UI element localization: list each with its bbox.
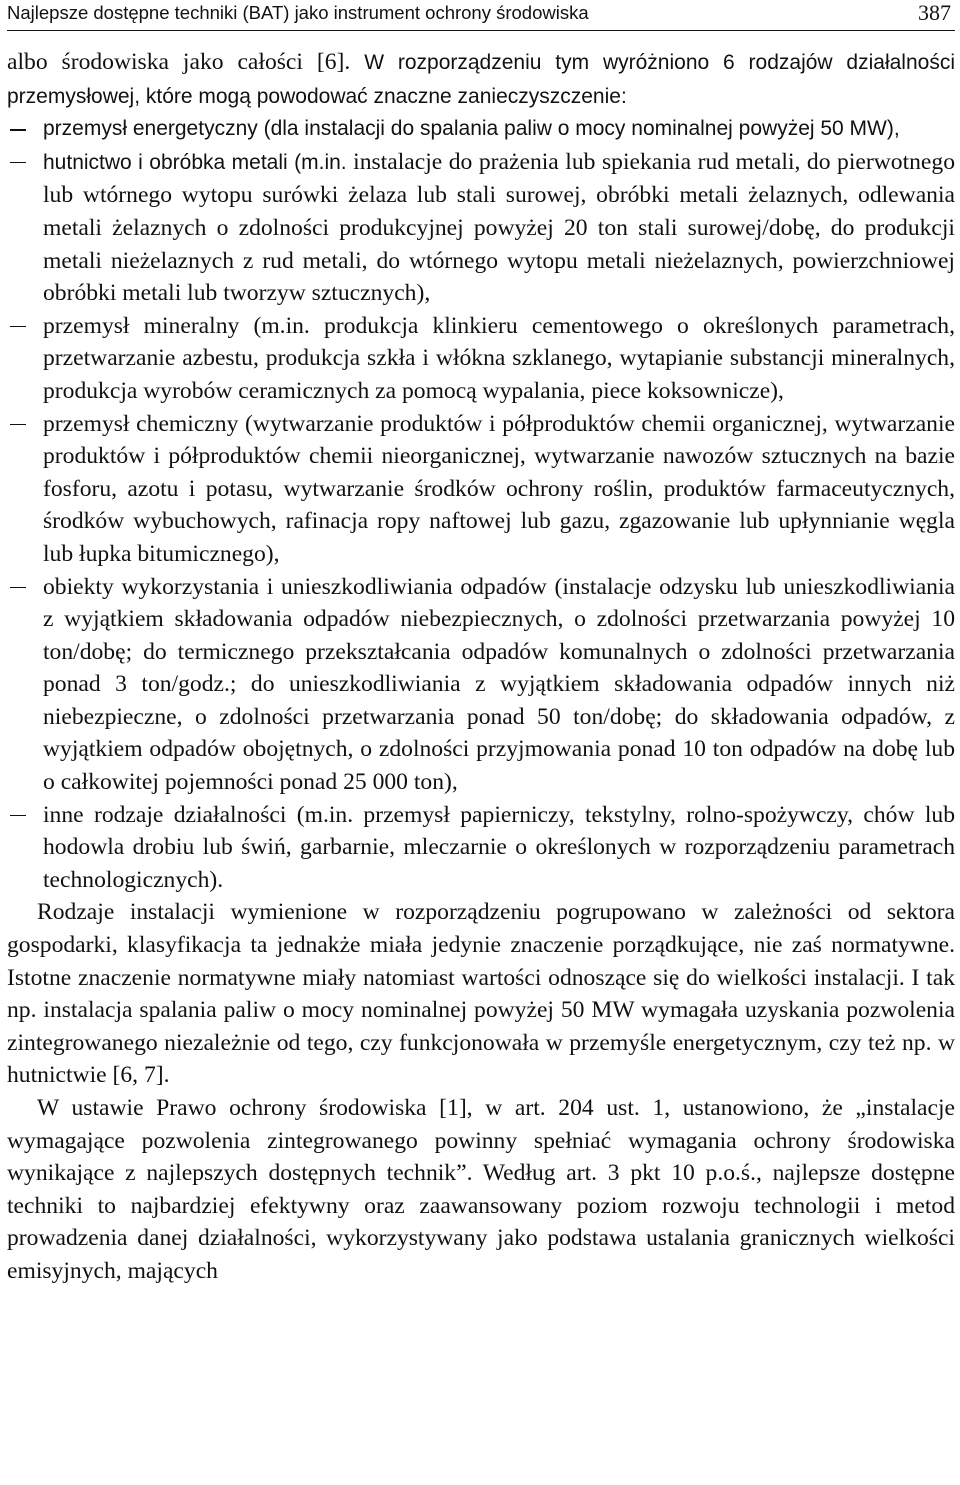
intro-serif-text: albo środowiska jako całości [6]. — [7, 49, 365, 75]
list-item-chemical — [7, 408, 955, 571]
list-item-text: przemysł energetyczny (dla instalacji do spalania paliw o mocy nominalnej powyżej 50 MW), — [43, 117, 900, 141]
list-item-text: przemysł mineralny (m.in. produkcja klinkieru cementowego o określonych parametrach, przetwarzanie azbestu, produkcja szkła i włókna szklanego, wytapianie substancji mineralnych, produkcja wyrobów ceramicznych za pomocą wypalania, piece koksownicze), — [43, 312, 955, 404]
list-item-lead-text: hutnictwo i obróbka metali (m.in. — [43, 150, 347, 174]
activity-list — [7, 113, 955, 896]
list-item-text: obiekty wykorzystania i unieszkodliwiania odpadów (instalacje odzysku lub unieszkodliwiania z wyjątkiem składowania odpadów niebezpiecznych, o zdolności przetwarzania powyżej 10 ton/dobę; do termicznego przekształcania odpadów komunalnych o zdolności przetwarzania ponad 3 ton/godz.; do unieszkodliwiania z wyjątkiem składowania odpadów innych niż niebezpieczne, o zdolności przetwarzania ponad 50 ton/dobę; do składowania odpadów, z wyjątkiem odpadów obojętnych, o zdolności przyjmowania ponad 10 ton odpadów na dobę lub o całkowitej pojemności ponad 25 000 ton), — [43, 573, 955, 796]
dash-bullet-icon — [10, 424, 26, 426]
intro-sans-text: W rozporządzeniu tym wyróżniono 6 rodzajów działalności przemysłowej, które mogą powodować znaczne zanieczyszczenie: — [7, 51, 955, 108]
header-title: Najlepsze dostępne techniki (BAT) jako instrument ochrony środowiska — [7, 2, 589, 23]
dash-bullet-icon — [10, 326, 26, 328]
list-item-mineral — [7, 310, 955, 408]
dash-bullet-icon — [10, 815, 26, 817]
list-item-text: instalacje do prażenia lub spiekania rud metali, do pierwotnego lub wtórnego wytopu surówki żelaza lub stali surowej, obróbki metali żelaznych, odlewania metali żelaznych o zdolności produkcyjnej powyżej 20 ton stali surowej/dobę, do produkcji metali nieżelaznych z rud metali, do wtórnego wytopu metali nieżelaznych, powierzchniowej obróbki metali lub tworzyw sztucznych), — [43, 148, 955, 307]
intro-paragraph — [7, 46, 955, 113]
list-item-text: inne rodzaje działalności (m.in. przemysł papierniczy, tekstylny, rolno-spożywczy, chów lub hodowla drobiu lub świń, garbarnie, mleczarnie o określonych w rozporządzeniu parametrach technologicznych). — [43, 801, 955, 893]
list-item-waste — [7, 571, 955, 799]
body-text — [7, 46, 955, 1288]
dash-bullet-icon — [10, 129, 26, 131]
running-header — [7, 0, 955, 31]
dash-bullet-icon — [10, 587, 26, 589]
paragraph-statute: W ustawie Prawo ochrony środowiska [1], w art. 204 ust. 1, ustanowiono, że „instalacje wymagające pozwolenia zintegrowanego powinny spełniać wymagania ochrony środowiska wynikające z najlepszych dostępnych technik”. Według art. 3 pkt 10 p.o.ś., najlepsze dostępne techniki to najbardziej efektywny oraz zaawansowany poziom rozwoju technologii i metod prowadzenia danej działalności, wykorzystywany jako podstawa ustalania granicznych wielkości emisyjnych, mających — [7, 1095, 955, 1284]
page-number: 387 — [918, 0, 951, 25]
list-item-energy — [7, 113, 955, 146]
paragraph-installations: Rodzaje instalacji wymienione w rozporządzeniu pogrupowano w zależności od sektora gospodarki, klasyfikacja ta jednakże miała jedynie znaczenie porządkujące, nie zaś normatywne. Istotne znaczenie normatywne miały natomiast wartości odnoszące się do wielkości instalacji. I tak np. instalacja spalania paliw o mocy nominalnej powyżej 50 MW wymagała uzyskania pozwolenia zintegrowanego niezależnie od tego, czy funkcjonowała w przemyśle energetycznym, czy też np. w hutnictwie [6, 7]. — [7, 899, 955, 1089]
list-item-text: przemysł chemiczny (wytwarzanie produktów i półproduktów chemii organicznej, wytwarzanie produktów i półproduktów chemii nieorganicznej, wytwarzanie nawozów sztucznych na bazie fosforu, azotu i potasu, wytwarzanie środków ochrony roślin, produktów farmaceutycznych, środków wybuchowych, rafinacja ropy naftowej lub gazu, zgazowanie lub upłynnianie węgla lub łupka bitumicznego), — [43, 410, 955, 567]
list-item-metallurgy — [7, 146, 955, 310]
list-item-other — [7, 799, 955, 897]
dash-bullet-icon — [10, 162, 26, 164]
